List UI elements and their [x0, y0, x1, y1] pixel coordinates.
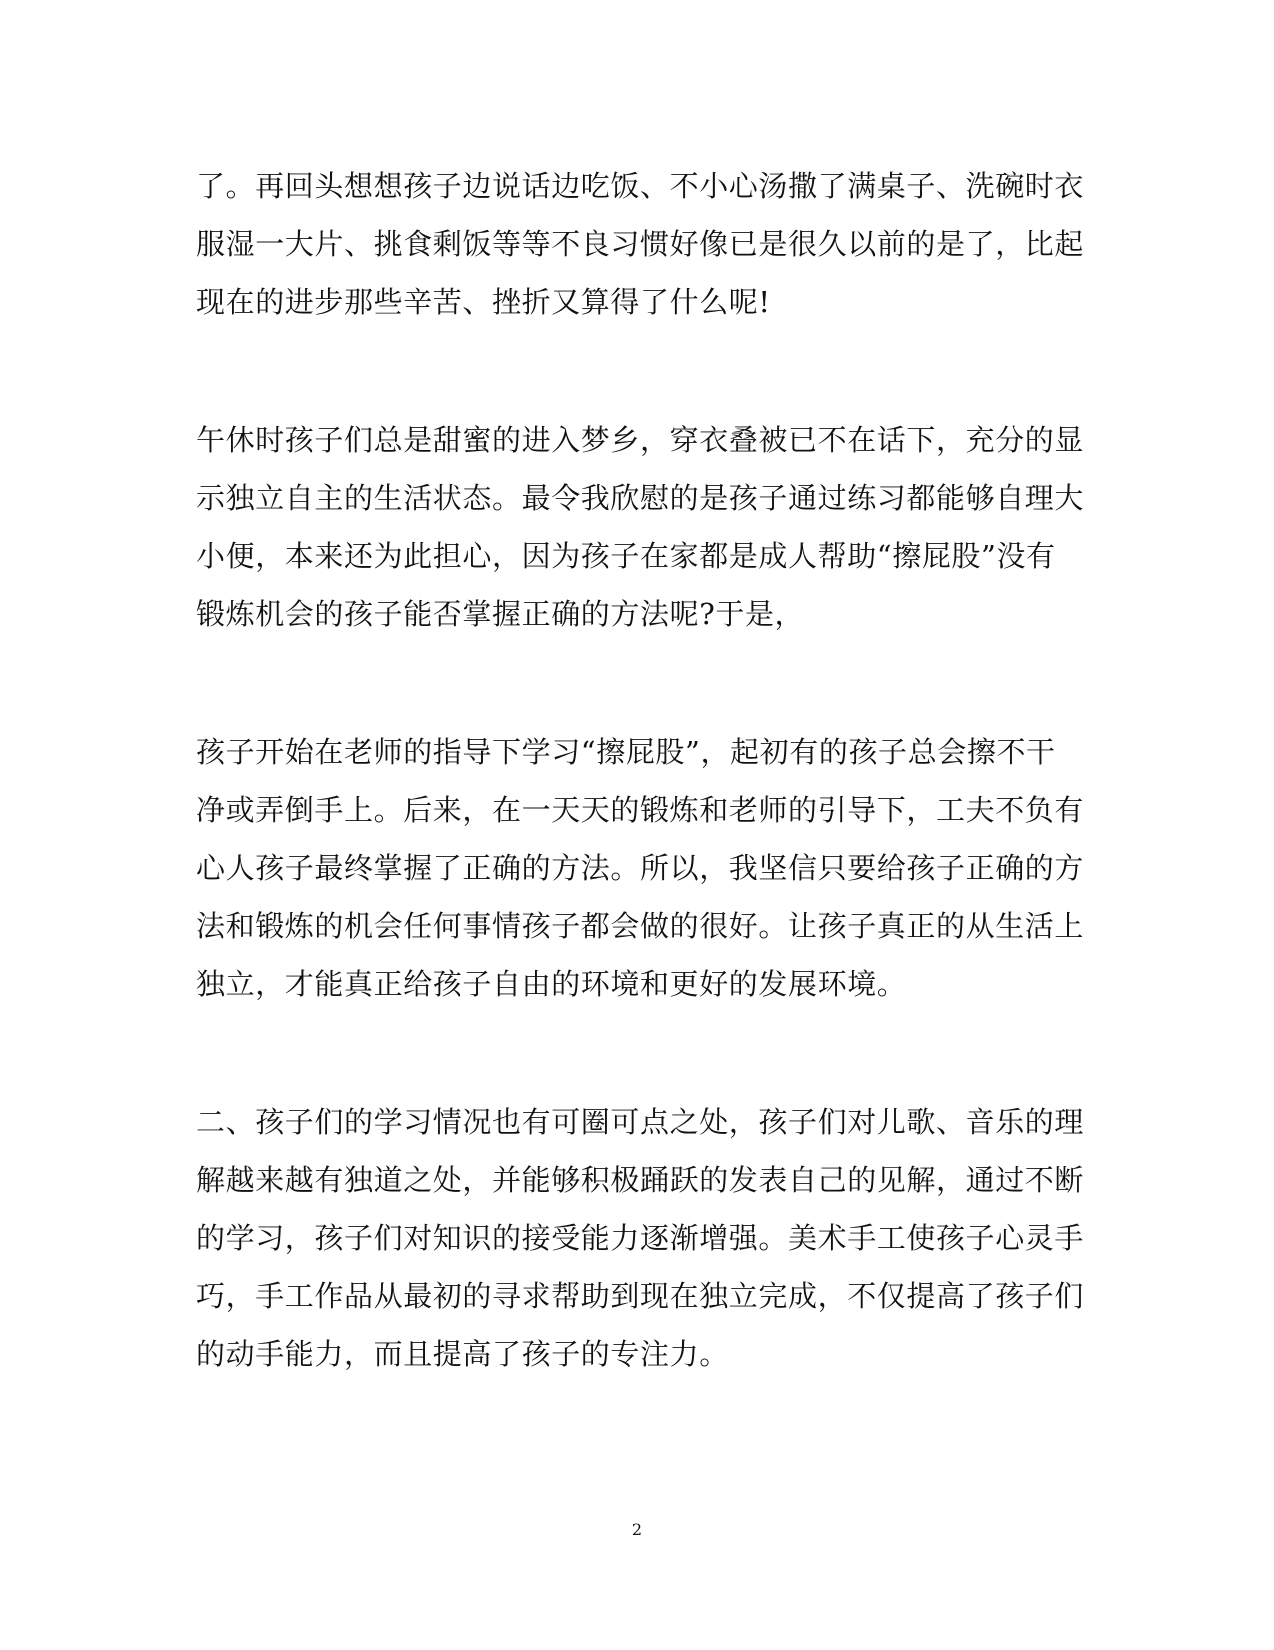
text-line: 孩子开始在老师的指导下学习“擦屁股”，起初有的孩子总会擦不干: [196, 735, 1056, 769]
text-line: 锻炼机会的孩子能否掌握正确的方法呢?于是，: [196, 597, 805, 631]
text-line: 独立，才能真正给孩子自由的环境和更好的发展环境。: [196, 967, 907, 1001]
page-number: 2: [631, 1520, 643, 1539]
text-line: 午休时孩子们总是甜蜜的进入梦乡，穿衣叠被已不在话下，充分的显: [196, 423, 1085, 457]
text-line: 心人孩子最终掌握了正确的方法。所以，我坚信只要给孩子正确的方: [196, 851, 1085, 885]
text-line: 二、孩子们的学习情况也有可圈可点之处，孩子们对儿歌、音乐的理: [196, 1105, 1085, 1139]
text-line: 示独立自主的生活状态。最令我欣慰的是孩子通过练习都能够自理大: [196, 481, 1085, 515]
text-line: 净或弄倒手上。后来，在一天天的锻炼和老师的引导下，工夫不负有: [196, 793, 1085, 827]
text-line: 服湿一大片、挑食剩饭等等不良习惯好像已是很久以前的是了，比起: [196, 227, 1085, 261]
text-line: 巧，手工作品从最初的寻求帮助到现在独立完成，不仅提高了孩子们: [196, 1279, 1085, 1313]
text-line: 了。再回头想想孩子边说话边吃饭、不小心汤撒了满桌子、洗碗时衣: [196, 169, 1085, 203]
text-line: 小便，本来还为此担心，因为孩子在家都是成人帮助“擦屁股”没有: [196, 539, 1056, 573]
text-line: 法和锻炼的机会任何事情孩子都会做的很好。让孩子真正的从生活上: [196, 909, 1085, 943]
text-line: 解越来越有独道之处，并能够积极踊跃的发表自己的见解，通过不断: [196, 1163, 1085, 1197]
text-line: 的学习，孩子们对知识的接受能力逐渐增强。美术手工使孩子心灵手: [196, 1221, 1085, 1255]
text-line: 现在的进步那些辛苦、挫折又算得了什么呢!: [196, 285, 771, 319]
text-line: 的动手能力，而且提高了孩子的专注力。: [196, 1337, 729, 1371]
